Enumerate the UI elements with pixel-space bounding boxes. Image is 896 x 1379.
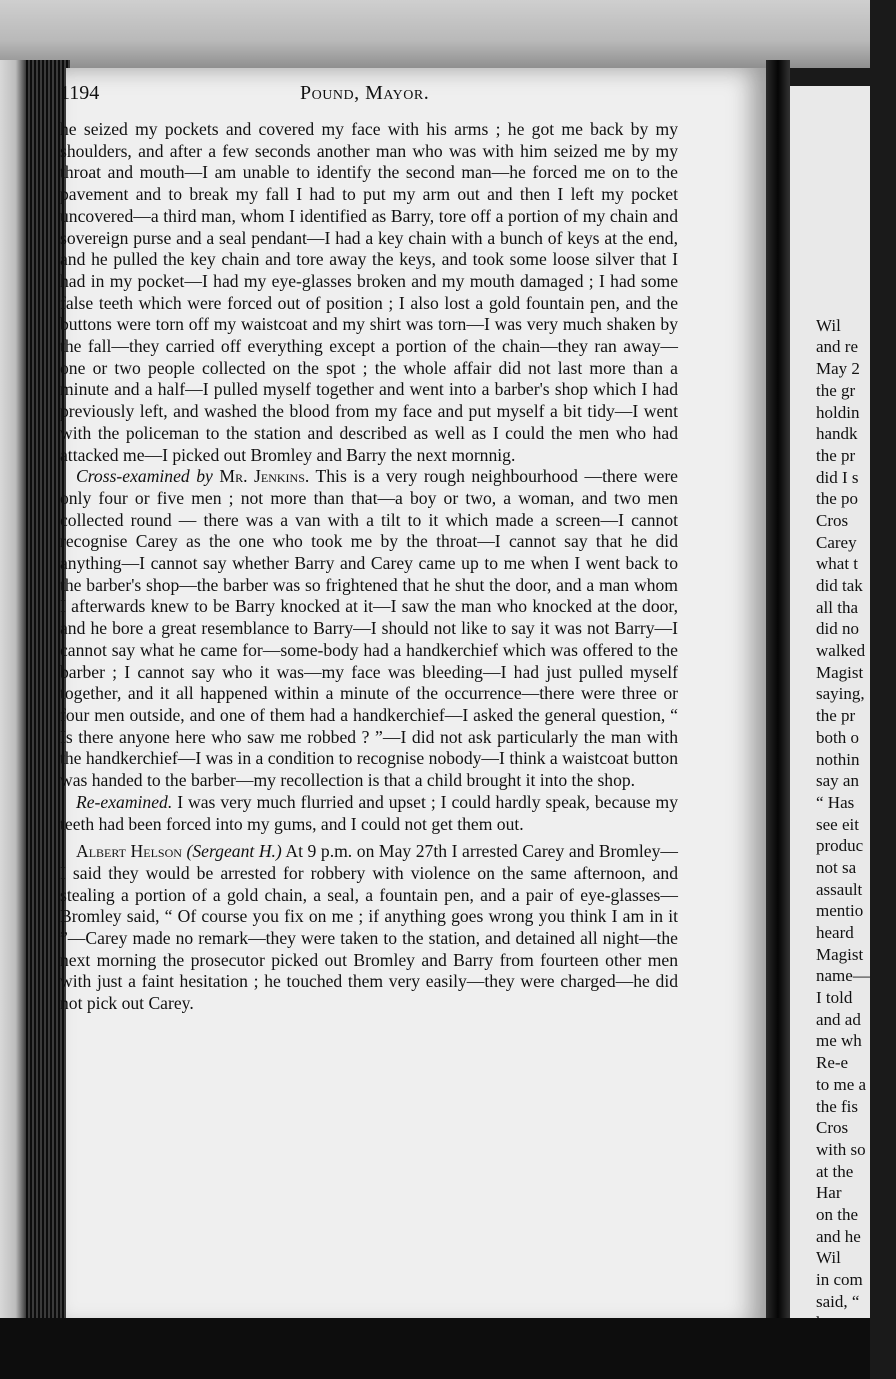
facing-page-line: both o — [816, 727, 859, 747]
facing-page-line: handk — [816, 424, 858, 444]
book-gutter — [766, 60, 790, 1350]
page-number: 1194 — [60, 82, 100, 104]
facing-page-line: at the — [816, 1161, 854, 1181]
page-body — [60, 119, 678, 1015]
scan-bottom-margin — [0, 1318, 870, 1379]
facing-page-line: Wil — [816, 1248, 841, 1268]
facing-page-line: Wil — [816, 315, 841, 335]
witness-paragraph — [60, 841, 678, 1015]
facing-page-line: Har — [816, 1183, 842, 1203]
facing-page-line: saying, — [816, 684, 865, 704]
testimony-paragraph: he seized my pockets and covered my face with his arms ; he got me back by my shoulders, and after a few seconds another man who was with him seized me by my throat and mouth—I am unable to identify the second man—he forced me on to the pavement and to break my fall I had to put my arm out and then I left my pocket uncovered—a third man, whom I identified as Barry, tore off a portion of my chain and sovereign purse and a seal pendant—I had a key chain with a bunch of keys at the end, and he pulled the key chain and tore away the keys, and took some loose silver that I had in my pocket—I had my eye-glasses broken and my mouth damaged ; I had some false teeth which were forced out of position ; I also lost a gold fountain pen, and the buttons were torn off my waistcoat and my shirt was torn—I was very much shaken by the fall—they carried off everything except a portion of the chain—they ran away—one or two people collected on the spot ; the whole affair did not last more than a minute and a half—I pulled myself together and went into a barber's shop which I had previously left, and washed the blood from my face and put myself a bit tidy—I went with the policeman to the station and described as well as I could the men who had attacked me—I picked out Bromley and Barry the next mornnig. — [60, 119, 678, 465]
facing-page-line: see eit — [816, 814, 859, 834]
facing-page-line: mentio — [816, 901, 864, 921]
facing-page-line: and re — [816, 337, 859, 357]
re-examination-text: I was very much flurried and upset ; I could hardly speak, because my teeth had been forced into my gums, and I could not get them out. — [60, 791, 678, 834]
running-title: Pound, Mayor. — [300, 82, 430, 104]
facing-page-line: say an — [816, 771, 859, 791]
facing-page-line: in com — [816, 1270, 863, 1289]
scan-top-margin — [0, 0, 870, 68]
witness-role: (Sergeant H.) — [186, 841, 282, 862]
facing-page — [790, 86, 870, 1318]
scan-left-margin — [0, 60, 26, 1379]
facing-page-line: name— — [816, 966, 870, 986]
page-header — [60, 82, 680, 112]
re-examination-paragraph — [60, 792, 678, 835]
facing-page-line: did I s — [816, 467, 859, 487]
facing-page-line: not sa — [816, 857, 857, 877]
facing-page-line: me wh — [816, 1031, 862, 1051]
facing-page-line: Re-e — [816, 1053, 849, 1073]
facing-page-line: walked — [816, 641, 866, 661]
facing-page-line: the pr — [816, 706, 856, 726]
counsel-name: Mr. Jenkins. — [219, 466, 310, 487]
facing-page-line: and ad — [816, 1009, 861, 1029]
facing-page-line: did tak — [816, 576, 863, 595]
facing-page-lines — [816, 228, 896, 1334]
facing-page-line — [816, 228, 896, 250]
facing-page-line: the po — [816, 489, 859, 509]
facing-page-line: Magist — [816, 662, 864, 682]
facing-page-line: did no — [816, 619, 859, 639]
facing-page-line: Magist — [816, 944, 864, 964]
cross-examination-paragraph — [60, 466, 678, 792]
facing-page-line — [816, 250, 896, 272]
facing-page-line: heard — [816, 923, 854, 942]
facing-page-line: “ Has — [816, 792, 855, 812]
facing-page-line: all tha — [816, 597, 859, 617]
facing-page-line: May 2 — [816, 359, 860, 379]
facing-page-line: I told — [816, 988, 853, 1008]
facing-page-line — [816, 271, 896, 293]
facing-page-line: the fis — [816, 1096, 859, 1116]
facing-page-line: the gr — [816, 380, 856, 400]
facing-page-line: holdin — [816, 402, 860, 422]
facing-page-line: to me a — [816, 1074, 867, 1094]
facing-page-line: nothin — [816, 749, 860, 769]
facing-page-line: on the — [816, 1204, 859, 1224]
re-examined-label: Re-examined. — [76, 791, 173, 812]
witness-name: Albert Helson — [76, 841, 182, 862]
cross-examined-label: Cross-examined by — [76, 466, 213, 487]
facing-page-line: assault — [816, 879, 863, 899]
facing-page-line: produc — [816, 836, 864, 856]
facing-page-line: said, “ — [816, 1291, 860, 1311]
facing-page-line: Cros — [816, 1118, 849, 1138]
facing-page-line: with so — [816, 1139, 866, 1159]
cross-examination-text: This is a very rough neighbourhood —there were only four or five men ; not more than that—a boy or two, a woman, and two men collected round — there was a van with a tilt to it which made a screen—I cannot recognise Carey as the one who took me by the throat—I cannot say that he did anything—I cannot say whether Barry and Carey came up to me when I went back to the barber's shop—the barber was so frightened that he shut the door, and a man whom I afterwards knew to be Barry knocked at it—I saw the man who knocked at the door, and he bore a great resemblance to Barry—I should not like to say it was not Barry—I cannot say what he came for—some-body had a handkerchief which was offered to the barber ; I cannot say who it was—my face was bleeding—I had just pulled myself together, and it all happened within a minute of the occurrence—there were three or four men outside, and one of them had a handkerchief—I asked the general question, “ Is there anyone here who saw me robbed ? ”—I did not ask particularly the man with the handkerchief—I was in a condition to recognise nobody—I think a waistcoat button was handed to the barber—my recollection is that a child brought it into the shop. — [60, 466, 678, 791]
facing-page-line: and he — [816, 1226, 861, 1246]
facing-page-line: Cros — [816, 510, 849, 530]
facing-page-line: Carey — [816, 532, 857, 552]
facing-page-line — [816, 293, 896, 315]
facing-page-line: the pr — [816, 445, 856, 465]
witness-text: At 9 p.m. on May 27th I arrested Carey and Bromley—I said they would be arrested for robbery with violence on the same afternoon, and stealing a portion of a gold chain, a seal, a fountain pen, and a pair of eye-glasses—Bromley said, “ Of course you fix on me ; if anything goes wrong you think I am in it ”—Carey made no remark—they were taken to the station, and detained all night—the next morning the prosecutor picked out Bromley and Barry from fourteen other men with just a faint hesitation ; he touched them very easily—they were charged—he did not pick out Carey. — [60, 841, 678, 1014]
facing-page-line: what t — [816, 554, 859, 574]
